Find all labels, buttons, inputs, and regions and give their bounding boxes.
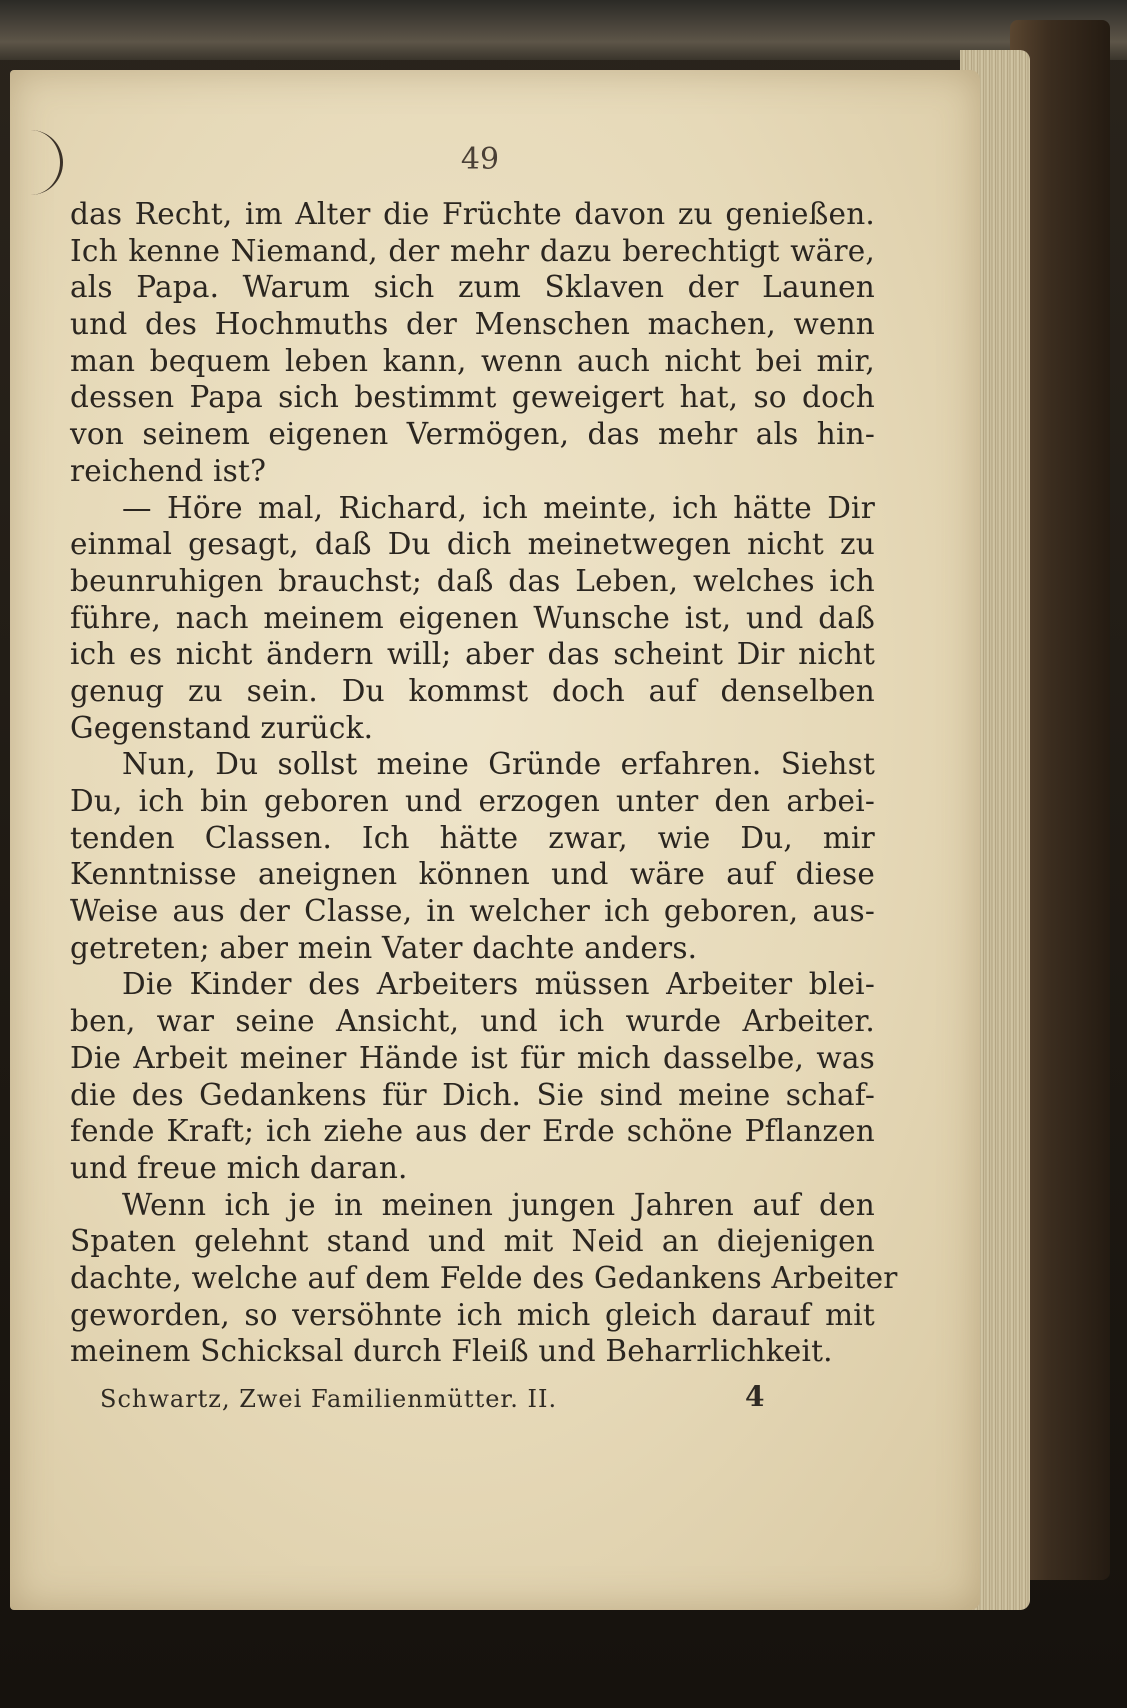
text-line: das Recht, im Alter die Früchte davon zu genießen. [70, 197, 875, 231]
page-number: 49 [460, 142, 500, 177]
text-line: getreten; aber mein Vater dachte anders. [70, 930, 698, 965]
text-line: — Höre mal, Richard, ich meinte, ich hätte Dir [122, 490, 875, 525]
text-line: führe, nach meinem eigenen Wunsche ist, und daß [70, 600, 875, 635]
text-line: Du, ich bin geboren und erzogen unter den arbei- [70, 784, 875, 818]
text-line: von seinem eigenen Vermögen, das mehr als hin- [70, 417, 875, 452]
sheet-signature: 4 [745, 1380, 765, 1413]
text-line: einmal gesagt, daß Du dich meinetwegen nicht zu [70, 527, 875, 562]
text-line: fende Kraft; ich ziehe aus der Erde schöne Pflanzen [70, 1114, 875, 1149]
text-line: Nun, Du sollst meine Gründe erfahren. Siehst [122, 747, 875, 782]
text-line: Ich kenne Niemand, der mehr dazu berechtigt wäre, [70, 233, 875, 268]
page-footer: Schwartz, Zwei Familienmütter. II. [100, 1385, 558, 1413]
text-line: ich es nicht ändern will; aber das scheint Dir nicht [70, 637, 875, 672]
text-line: Die Arbeit meiner Hände ist für mich dasselbe, was [70, 1040, 875, 1075]
text-line: genug zu sein. Du kommst doch auf denselben [70, 673, 875, 708]
text-line: Spaten gelehnt stand und mit Neid an diejenigen [70, 1224, 875, 1259]
text-line: als Papa. Warum sich zum Sklaven der Launen [70, 270, 875, 305]
text-line: und freue mich daran. [70, 1150, 408, 1185]
text-line: Die Kinder des Arbeiters müssen Arbeiter blei- [122, 967, 875, 1002]
text-line: Kenntnisse aneignen können und wäre auf diese [70, 857, 875, 892]
text-line: Wenn ich je in meinen jungen Jahren auf den [122, 1187, 875, 1222]
page-text [70, 196, 898, 1370]
text-line: tenden Classen. Ich hätte zwar, wie Du, mir [70, 820, 875, 855]
text-line: dessen Papa sich bestimmt geweigert hat, so doch [70, 380, 875, 415]
book-cover-top [0, 0, 1127, 60]
text-line: beunruhigen brauchst; daß das Leben, welches ich [70, 563, 875, 598]
text-line: die des Gedankens für Dich. Sie sind meine schaf- [70, 1077, 875, 1112]
text-line: Weise aus der Classe, in welcher ich geboren, aus- [70, 894, 875, 929]
text-line: dachte, welche auf dem Felde des Gedankens Arbeiter [70, 1260, 898, 1295]
text-line: meinem Schicksal durch Fleiß und Beharrlichkeit. [70, 1334, 833, 1369]
text-line: und des Hochmuths der Menschen machen, wenn [70, 307, 875, 342]
text-line: geworden, so versöhnte ich mich gleich darauf mit [70, 1297, 875, 1332]
text-line: ben, war seine Ansicht, und ich wurde Arbeiter. [70, 1004, 875, 1039]
text-line: man bequem leben kann, wenn auch nicht bei mir, [70, 343, 875, 378]
text-line: reichend ist? [70, 453, 267, 488]
text-line: Gegenstand zurück. [70, 710, 374, 745]
